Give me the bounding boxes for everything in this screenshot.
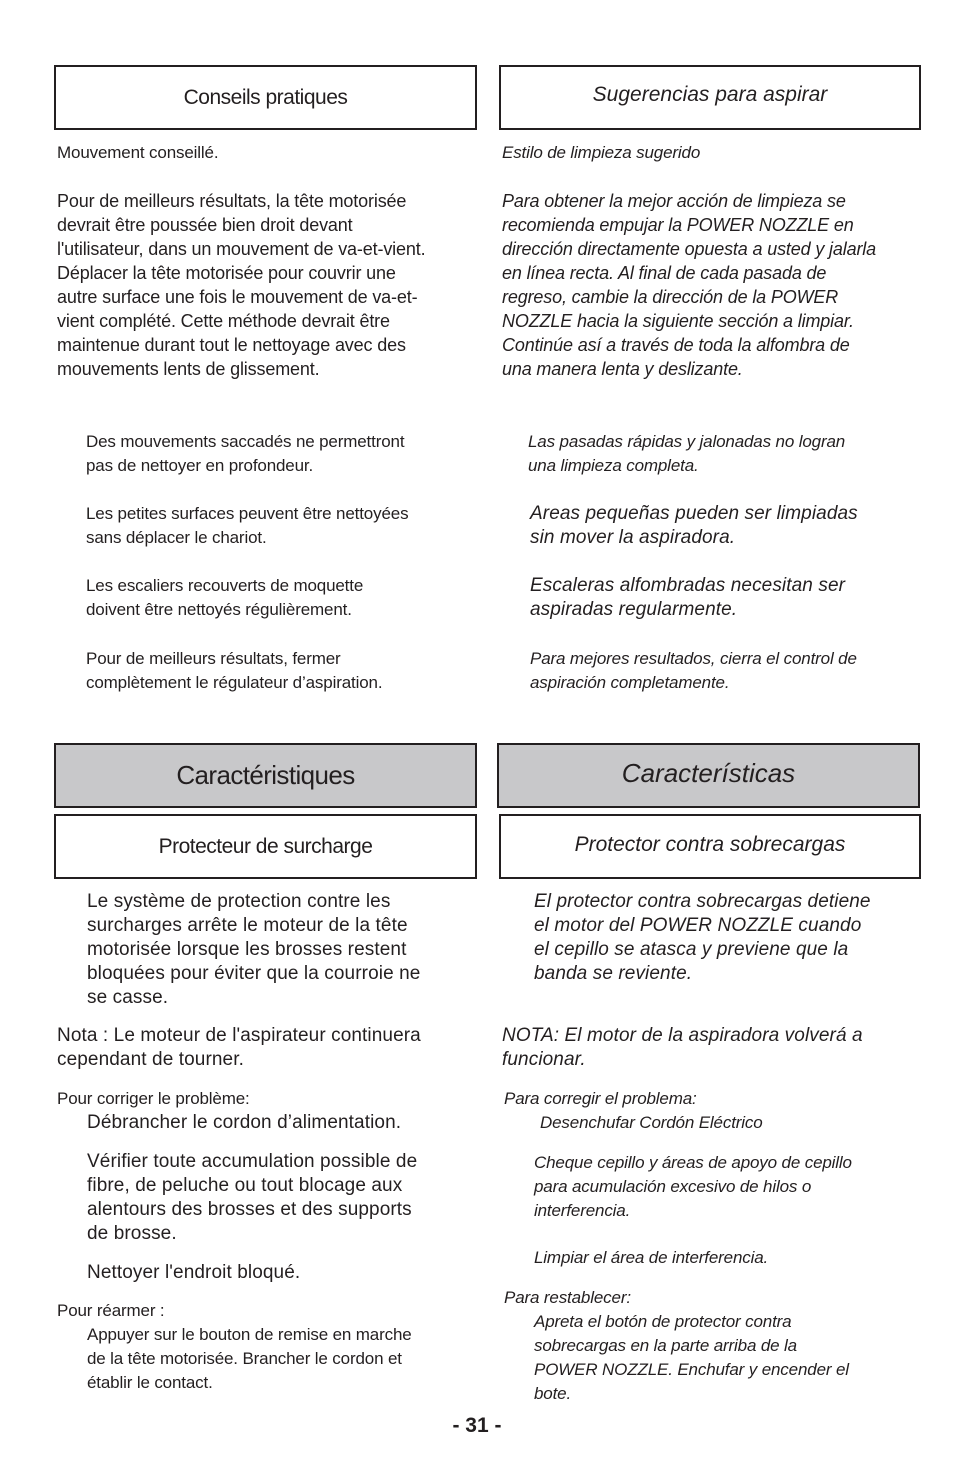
tip-3-es: Escaleras alfombradas necesitan ser aspiradas regularmente. <box>530 575 846 620</box>
section-sub-protector: Protector contra sobrecargas <box>574 832 846 856</box>
section-sub-box-fr <box>54 814 477 879</box>
tip-1-fr: Des mouvements saccadés ne permettront pas de nettoyer en profondeur. <box>86 432 405 475</box>
reset-text-fr: Appuyer sur le bouton de remise en marche de la tête motorisée. Brancher le cordon et établir le contact. <box>87 1325 412 1392</box>
tip-4-es: Para mejores resultados, cierra el control de aspiración completamente. <box>530 649 857 692</box>
heading-sugerencias: Sugerencias para aspirar <box>592 82 828 106</box>
fix-step1-es: Desenchufar Cordón Eléctrico <box>540 1113 763 1132</box>
tip-2-fr: Les petites surfaces peuvent être nettoyées sans déplacer le chariot. <box>86 504 409 547</box>
tip-1-es: Las pasadas rápidas y jalonadas no logran una limpieza completa. <box>528 432 846 475</box>
section-sub-protecteur: Protecteur de surcharge <box>158 834 373 858</box>
section-sub-box-es <box>499 814 921 879</box>
section-title-box-fr <box>54 743 477 808</box>
reset-label-fr: Pour réarmer : <box>57 1301 165 1320</box>
heading-box-sugerencias <box>499 65 921 130</box>
tip-2-es: Areas pequeñas pueden ser limpiadas sin mover la aspiradora. <box>530 503 858 548</box>
heading-conseils-pratiques: Conseils pratiques <box>183 85 348 109</box>
fix-step2-es: Cheque cepillo y áreas de apoyo de cepillo para acumulación excesivo de hilos o interferencia. <box>534 1153 852 1220</box>
page-number: - 31 - <box>452 1414 502 1437</box>
tip-4-fr: Pour de meilleurs résultats, fermer complètement le régulateur d’aspiration. <box>86 649 383 692</box>
fix-step2-fr: Vérifier toute accumulation possible de fibre, de peluche ou tout blocage aux alentours des brosses et des supports de brosse. <box>87 1151 418 1244</box>
sub-mouvement-conseille: Mouvement conseillé. <box>57 143 219 162</box>
fix-step3-fr: Nettoyer l'endroit bloqué. <box>87 1262 301 1283</box>
description-fr: Le système de protection contre les surcharges arrête le moteur de la tête motorisée lorsque les brosses restent bloquées pour éviter que la courroie ne se casse. <box>87 891 421 1008</box>
paragraph-mouvement: Pour de meilleurs résultats, la tête motorisée devrait être poussée bien droit devant l'utilisateur, dans un mouvement de va-et-vient. Déplacer la tête motorisée pour couvrir une autre surface une fois le mouvement de va-et- vient complété. Cette méthode devrait être maintenue durant tout le nettoyage avec des mouvements lents de glissement. <box>57 191 426 379</box>
paragraph-estilo: Para obtener la mejor acción de limpieza se recomienda empujar la POWER NOZZLE en dirección directamente opuesta a usted y jalarla en línea recta. Al final de cada pasada de regreso, cambie la dirección de la POWER NOZZLE hacia la siguiente sección a limpiar. Continúe así a través de toda la alfombra de una manera lenta y deslizante. <box>502 191 877 379</box>
reset-label-es: Para restablecer: <box>504 1288 631 1307</box>
reset-text-es: Apreta el botón de protector contra sobrecargas en la parte arriba de la POWER NOZZLE. Enchufar y encender el bote. <box>534 1312 849 1403</box>
tip-3-fr: Les escaliers recouverts de moquette doivent être nettoyés régulièrement. <box>86 576 364 619</box>
note-fr: Nota : Le moteur de l'aspirateur continuera cependant de tourner. <box>57 1025 421 1070</box>
fix-label-es: Para corregir el problema: <box>504 1089 697 1108</box>
sub-estilo-limpieza: Estilo de limpieza sugerido <box>502 143 701 162</box>
fix-label-fr: Pour corriger le problème: <box>57 1089 250 1108</box>
section-title-caracteristicas: Características <box>621 758 796 788</box>
heading-box-conseils <box>54 65 477 130</box>
fix-step1-fr: Débrancher le cordon d’alimentation. <box>87 1112 402 1133</box>
section-title-box-es <box>497 743 920 808</box>
description-es: El protector contra sobrecargas detiene el motor del POWER NOZZLE cuando el cepillo se atasca y previene que la banda se reviente. <box>534 891 871 984</box>
fix-step3-es: Limpiar el área de interferencia. <box>534 1248 769 1267</box>
note-es: NOTA: El motor de la aspiradora volverá a funcionar. <box>502 1025 863 1070</box>
section-title-caracteristiques: Caractéristiques <box>176 760 355 790</box>
